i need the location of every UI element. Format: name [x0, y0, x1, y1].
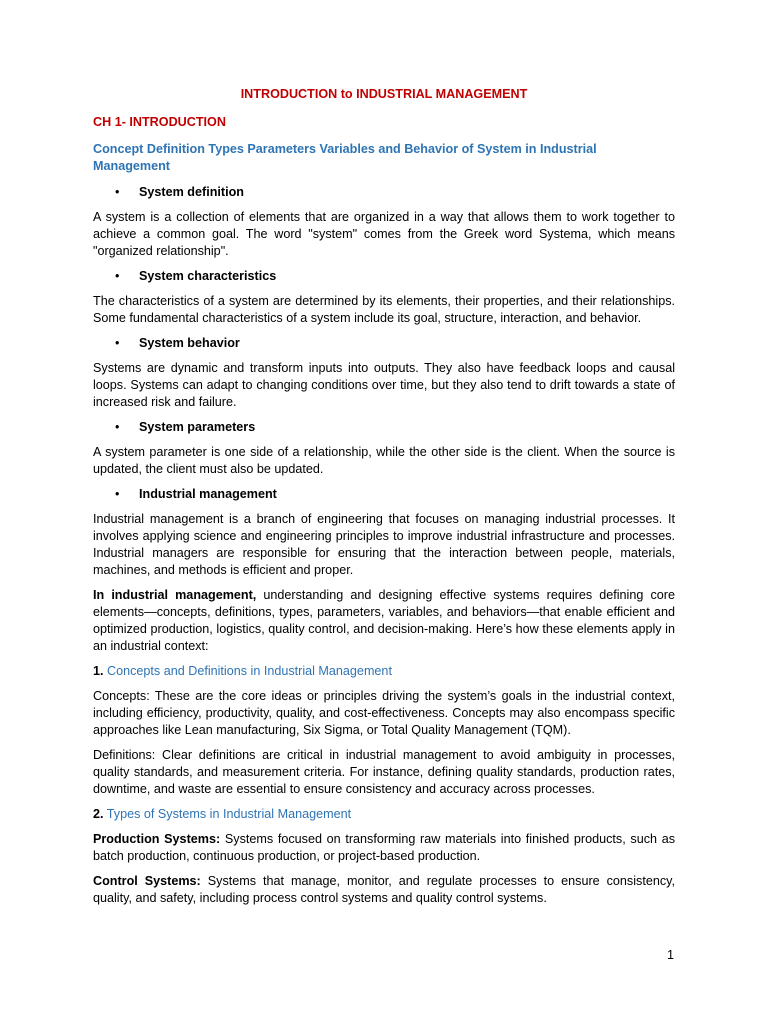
paragraph-definitions: Definitions: Clear definitions are critical in industrial management to avoid ambiguity in processes, quality standards, and measurement criteria. For instance, defining quality standards, production rates, downtime, and waste are essential to ensure consistency and accuracy across processes.: [93, 748, 675, 796]
lead-bold: Control Systems:: [93, 874, 201, 888]
heading-number: 1.: [93, 664, 104, 678]
paragraph-concepts: Concepts: These are the core ideas or principles driving the system’s goals in the industrial context, including efficiency, productivity, quality, and cost-effectiveness. Concepts may also encompass specific approaches like Lean manufacturing, Six Sigma, or Total Quality Management (TQM).: [93, 689, 675, 737]
heading-text: Concepts and Definitions in Industrial Management: [107, 664, 392, 678]
document-title: INTRODUCTION to INDUSTRIAL MANAGEMENT: [240, 87, 528, 101]
chapter-heading: CH 1- INTRODUCTION: [93, 115, 226, 129]
heading-types-of-systems: [93, 806, 675, 823]
lead-rest: Systems that manage, monitor, and regulate processes to ensure consistency, quality, and safety, including process control systems and quality control systems.: [93, 874, 675, 905]
paragraph-system-parameters: A system parameter is one side of a relationship, while the other side is the client. When the source is updated, the client must also be updated.: [93, 445, 675, 476]
paragraph-industrial-management: Industrial management is a branch of engineering that focuses on managing industrial processes. It involves applying science and engineering principles to improve industrial infrastructure and processes. Industrial managers are responsible for ensuring that the interaction between people, materials, machines, and methods is efficient and proper.: [93, 512, 675, 577]
bullet-dot: •: [115, 336, 120, 350]
paragraph-system-definition: A system is a collection of elements that are organized in a way that allows them to work together to achieve a common goal. The word "system" comes from the Greek word Systema, which means "organized relationship".: [93, 210, 675, 258]
heading-concepts-definitions: [93, 663, 675, 680]
document-body: [93, 86, 675, 915]
paragraph-production-systems: [93, 831, 675, 865]
lead-rest: understanding and designing effective systems requires defining core elements—concepts, definitions, types, parameters, variables, and behaviors—that enable efficient and optimized production, logistics, quality control, and decision-making. Here’s how these elements apply in an industrial context:: [93, 588, 675, 653]
bullet-dot: •: [115, 487, 120, 501]
bullet-label: Industrial management: [139, 487, 277, 501]
bullet-label: System parameters: [139, 420, 256, 434]
lead-rest: Systems focused on transforming raw materials into finished products, such as batch production, continuous production, or project-based production.: [93, 832, 675, 863]
bullet-dot: •: [115, 420, 120, 434]
bullet-dot: •: [115, 185, 120, 199]
heading-number: 2.: [93, 807, 104, 821]
bullet-system-behavior: [93, 335, 675, 352]
page-number: 1: [666, 948, 674, 962]
paragraph-control-systems: [93, 873, 675, 907]
bullet-system-characteristics: [93, 268, 675, 285]
lead-bold: In industrial management,: [93, 588, 257, 602]
bullet-system-parameters: [93, 419, 675, 436]
concept-heading: Concept Definition Types Parameters Variables and Behavior of System in Industrial Management: [93, 142, 597, 173]
lead-bold: Production Systems:: [93, 832, 221, 846]
heading-text: Types of Systems in Industrial Management: [106, 807, 352, 821]
paragraph-system-characteristics: The characteristics of a system are determined by its elements, their properties, and their relationships. Some fundamental characteristics of a system include its goal, structure, interaction, and behavior.: [93, 294, 675, 325]
bullet-industrial-management: [93, 486, 675, 503]
bullet-label: System characteristics: [139, 269, 277, 283]
bullet-label: System definition: [139, 185, 244, 199]
bullet-system-definition: [93, 184, 675, 201]
bullet-label: System behavior: [139, 336, 240, 350]
bullet-dot: •: [115, 269, 120, 283]
paragraph-in-industrial-management: [93, 587, 675, 655]
paragraph-system-behavior: Systems are dynamic and transform inputs into outputs. They also have feedback loops and causal loops. Systems can adapt to changing conditions over time, but they also tend to drift towards a state of increased risk and failure.: [93, 361, 675, 409]
